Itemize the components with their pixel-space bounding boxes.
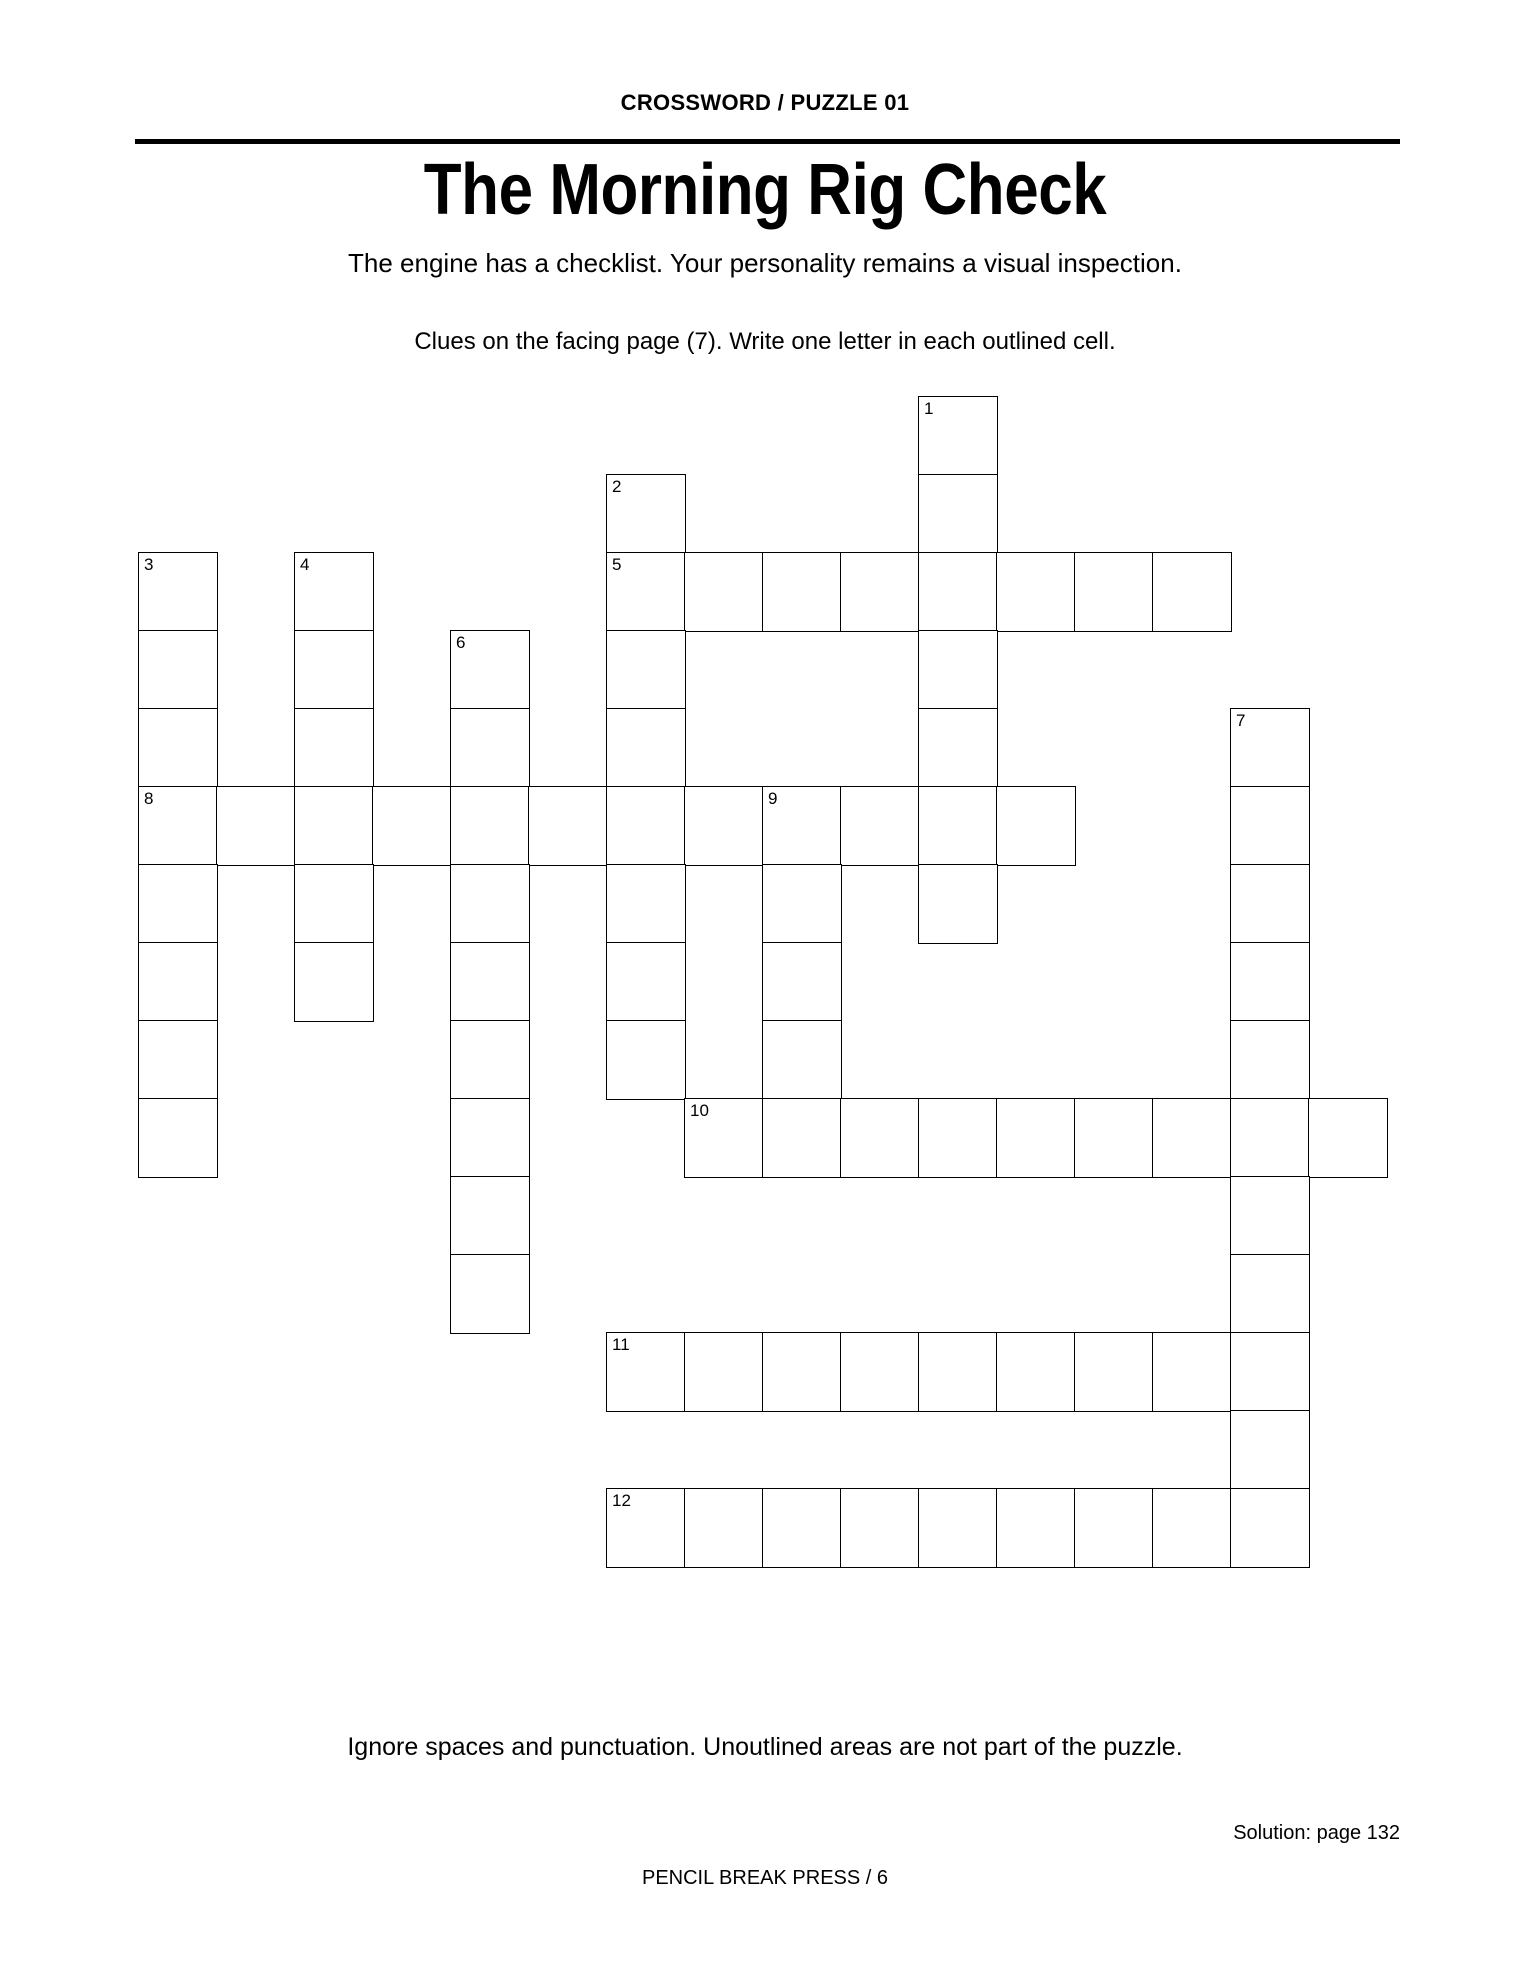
clue-number: 4 <box>300 555 310 574</box>
crossword-cell[interactable] <box>996 1488 1076 1568</box>
crossword-cell[interactable] <box>528 786 608 866</box>
crossword-cell[interactable] <box>606 708 686 788</box>
crossword-cell[interactable] <box>138 786 218 866</box>
crossword-cell[interactable] <box>918 1488 998 1568</box>
instructions-text: Clues on the facing page (7). Write one letter in each outlined cell. <box>414 328 1116 355</box>
crossword-cell[interactable] <box>606 786 686 866</box>
crossword-cell[interactable] <box>1152 552 1232 632</box>
crossword-cell[interactable] <box>918 708 998 788</box>
crossword-cell[interactable] <box>450 1176 530 1256</box>
crossword-cell[interactable] <box>606 630 686 710</box>
clue-number: 5 <box>612 555 622 574</box>
crossword-cell[interactable] <box>450 786 530 866</box>
clue-number: 7 <box>1236 711 1246 730</box>
clue-number: 10 <box>690 1101 709 1120</box>
crossword-cell[interactable] <box>996 1098 1076 1178</box>
crossword-cell[interactable] <box>1230 864 1310 944</box>
crossword-cell[interactable] <box>918 864 998 944</box>
crossword-cell[interactable] <box>762 1020 842 1100</box>
crossword-cell[interactable] <box>450 942 530 1022</box>
crossword-cell[interactable] <box>762 1098 842 1178</box>
crossword-cell[interactable] <box>1152 1488 1232 1568</box>
crossword-cell[interactable] <box>606 474 686 554</box>
crossword-cell[interactable] <box>762 786 842 866</box>
crossword-cell[interactable] <box>606 942 686 1022</box>
crossword-cell[interactable] <box>450 1254 530 1334</box>
clue-number: 8 <box>144 789 154 808</box>
crossword-cell[interactable] <box>918 552 998 632</box>
crossword-cell[interactable] <box>684 552 764 632</box>
crossword-cell[interactable] <box>138 942 218 1022</box>
solution-reference: Solution: page 132 <box>1233 1822 1400 1844</box>
puzzle-kicker: CROSSWORD / PUZZLE 01 <box>620 90 910 115</box>
crossword-cell[interactable] <box>450 1020 530 1100</box>
crossword-cell[interactable] <box>138 1098 218 1178</box>
crossword-cell[interactable] <box>450 864 530 944</box>
crossword-cell[interactable] <box>216 786 296 866</box>
clue-number: 3 <box>144 555 154 574</box>
crossword-cell[interactable] <box>1074 1098 1154 1178</box>
clue-number: 1 <box>924 399 934 418</box>
crossword-cell[interactable] <box>996 786 1076 866</box>
crossword-cell[interactable] <box>294 786 374 866</box>
crossword-cell[interactable] <box>450 1098 530 1178</box>
crossword-cell[interactable] <box>1230 1176 1310 1256</box>
clue-number: 9 <box>768 789 778 808</box>
crossword-cell[interactable] <box>840 1332 920 1412</box>
crossword-cell[interactable] <box>1230 1488 1310 1568</box>
crossword-cell[interactable] <box>138 708 218 788</box>
crossword-cell[interactable] <box>918 786 998 866</box>
crossword-cell[interactable] <box>1308 1098 1388 1178</box>
crossword-cell[interactable] <box>762 942 842 1022</box>
header-rule <box>135 139 1400 144</box>
crossword-cell[interactable] <box>684 786 764 866</box>
crossword-cell[interactable] <box>1230 1020 1310 1100</box>
crossword-cell[interactable] <box>294 708 374 788</box>
crossword-cell[interactable] <box>606 1332 686 1412</box>
crossword-cell[interactable] <box>138 1020 218 1100</box>
crossword-cell[interactable] <box>606 552 686 632</box>
crossword-cell[interactable] <box>1230 786 1310 866</box>
crossword-cell[interactable] <box>762 552 842 632</box>
crossword-cell[interactable] <box>1074 552 1154 632</box>
crossword-cell[interactable] <box>606 1488 686 1568</box>
crossword-cell[interactable] <box>138 864 218 944</box>
crossword-cell[interactable] <box>684 1488 764 1568</box>
publisher-footer: PENCIL BREAK PRESS / 6 <box>641 1867 888 1889</box>
crossword-cell[interactable] <box>840 786 920 866</box>
crossword-cell[interactable] <box>762 1332 842 1412</box>
clue-number: 12 <box>612 1491 631 1510</box>
crossword-cell[interactable] <box>1152 1098 1232 1178</box>
crossword-cell[interactable] <box>606 864 686 944</box>
crossword-cell[interactable] <box>372 786 452 866</box>
crossword-cell[interactable] <box>1152 1332 1232 1412</box>
crossword-cell[interactable] <box>918 1332 998 1412</box>
crossword-cell[interactable] <box>1074 1332 1154 1412</box>
clue-number: 2 <box>612 477 622 496</box>
crossword-cell[interactable] <box>294 552 374 632</box>
crossword-cell[interactable] <box>294 864 374 944</box>
crossword-cell[interactable] <box>294 630 374 710</box>
crossword-cell[interactable] <box>138 552 218 632</box>
page-subtitle: The engine has a checklist. Your personality remains a visual inspection. <box>348 248 1182 278</box>
crossword-cell[interactable] <box>606 1020 686 1100</box>
crossword-cell[interactable] <box>1230 1410 1310 1490</box>
crossword-cell[interactable] <box>138 630 218 710</box>
crossword-cell[interactable] <box>1074 1488 1154 1568</box>
crossword-cell[interactable] <box>996 1332 1076 1412</box>
crossword-cell[interactable] <box>1230 708 1310 788</box>
crossword-cell[interactable] <box>1230 942 1310 1022</box>
crossword-cell[interactable] <box>918 630 998 710</box>
crossword-cell[interactable] <box>762 864 842 944</box>
crossword-cell[interactable] <box>918 474 998 554</box>
crossword-cell[interactable] <box>1230 1332 1310 1412</box>
crossword-cell[interactable] <box>1230 1254 1310 1334</box>
crossword-cell[interactable] <box>918 396 998 476</box>
clue-number: 11 <box>612 1335 630 1354</box>
crossword-cell[interactable] <box>996 552 1076 632</box>
crossword-cell[interactable] <box>450 630 530 710</box>
crossword-cell[interactable] <box>840 1488 920 1568</box>
crossword-cell[interactable] <box>1230 1098 1310 1178</box>
crossword-cell[interactable] <box>450 708 530 788</box>
crossword-cell[interactable] <box>684 1098 764 1178</box>
page-title: The Morning Rig Check <box>423 150 1107 230</box>
crossword-cell[interactable] <box>684 1332 764 1412</box>
crossword-cell[interactable] <box>294 942 374 1022</box>
crossword-cell[interactable] <box>762 1488 842 1568</box>
footer-note: Ignore spaces and punctuation. Unoutlined areas are not part of the puzzle. <box>347 1733 1183 1761</box>
crossword-cell[interactable] <box>840 552 920 632</box>
crossword-cell[interactable] <box>840 1098 920 1178</box>
clue-number: 6 <box>456 633 466 652</box>
crossword-cell[interactable] <box>918 1098 998 1178</box>
